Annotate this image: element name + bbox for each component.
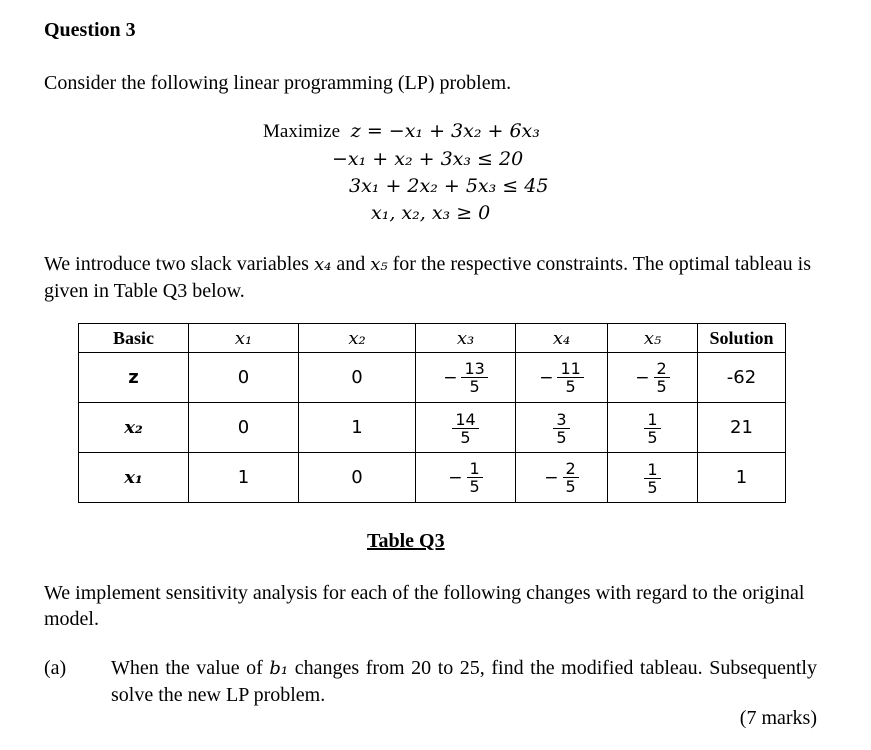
table-cell: 0 <box>299 453 416 503</box>
fraction-cell: − $\frac{2}{5}$ <box>516 453 608 503</box>
fraction-cell: − $\frac{11}{5}$ <box>516 353 608 403</box>
nonnegativity: x₁, x₂, x₃ ≥ 0 <box>371 202 491 224</box>
table-header-row <box>79 324 786 353</box>
objective-line <box>263 120 540 143</box>
table-cell: 0 <box>299 353 416 403</box>
table-cell: 0 <box>189 353 299 403</box>
slack-text-1: We introduce two slack variables <box>44 253 309 275</box>
header-x4: x₄ <box>516 324 608 353</box>
objective-function: z = −x₁ + 3x₂ + 6x₃ <box>350 120 540 142</box>
solution-cell: 21 <box>698 403 786 453</box>
fraction-cell: − $\frac{1}{5}$ <box>416 453 516 503</box>
slack-var-x4: x₄ <box>313 254 332 275</box>
fraction-cell: 1 5 <box>608 403 698 453</box>
table-row <box>79 403 786 453</box>
constraint-2: 3x₁ + 2x₂ + 5x₃ ≤ 45 <box>349 175 549 197</box>
table-cell: 0 <box>189 403 299 453</box>
header-x1: x₁ <box>189 324 299 353</box>
header-x3: x₃ <box>416 324 516 353</box>
solution-cell: 1 <box>698 453 786 503</box>
slack-text-2: for the respective constraints. The optimal tableau is given in Table Q3 below. <box>44 253 811 302</box>
basic-cell: z <box>79 353 189 403</box>
header-x2: x₂ <box>299 324 416 353</box>
table-row <box>79 353 786 403</box>
part-a-var-b1: b₁ <box>269 658 289 679</box>
maximize-label: Maximize <box>263 121 341 142</box>
fraction-cell: 3 5 <box>516 403 608 453</box>
part-a-text-2: changes from 20 to 25, find the modified tableau. Subsequently solve the new LP problem. <box>111 657 817 706</box>
table-caption: Table Q3 <box>367 530 445 552</box>
fraction-cell: − $\frac{13}{5}$ <box>416 353 516 403</box>
part-a-text-1: When the value of <box>111 657 263 679</box>
part-a-label: (a) <box>44 657 67 679</box>
slack-text-and: and <box>336 253 366 275</box>
header-basic: Basic <box>79 324 189 353</box>
table-row <box>79 453 786 503</box>
intro-text: Consider the following linear programming (LP) problem. <box>44 72 512 94</box>
fraction-cell: 14 5 <box>416 403 516 453</box>
basic-cell: x₁ <box>79 453 189 503</box>
marks-label: (7 marks) <box>739 707 817 729</box>
table-cell: 1 <box>189 453 299 503</box>
sensitivity-text: We implement sensitivity analysis for each of the following changes with regard to the original model. <box>44 582 805 630</box>
header-solution: Solution <box>698 324 786 353</box>
constraint-1: −x₁ + x₂ + 3x₃ ≤ 20 <box>332 148 524 170</box>
question-heading: Question 3 <box>44 19 136 41</box>
header-x5: x₅ <box>608 324 698 353</box>
fraction-cell: − $\frac{2}{5}$ <box>608 353 698 403</box>
optimal-tableau <box>78 323 786 503</box>
fraction-cell: 1 5 <box>608 453 698 503</box>
table-cell: 1 <box>299 403 416 453</box>
slack-var-x5: x₅ <box>370 254 388 275</box>
solution-cell: -62 <box>698 353 786 403</box>
part-a-text <box>111 655 817 708</box>
basic-cell: x₂ <box>79 403 189 453</box>
slack-paragraph <box>44 251 824 304</box>
